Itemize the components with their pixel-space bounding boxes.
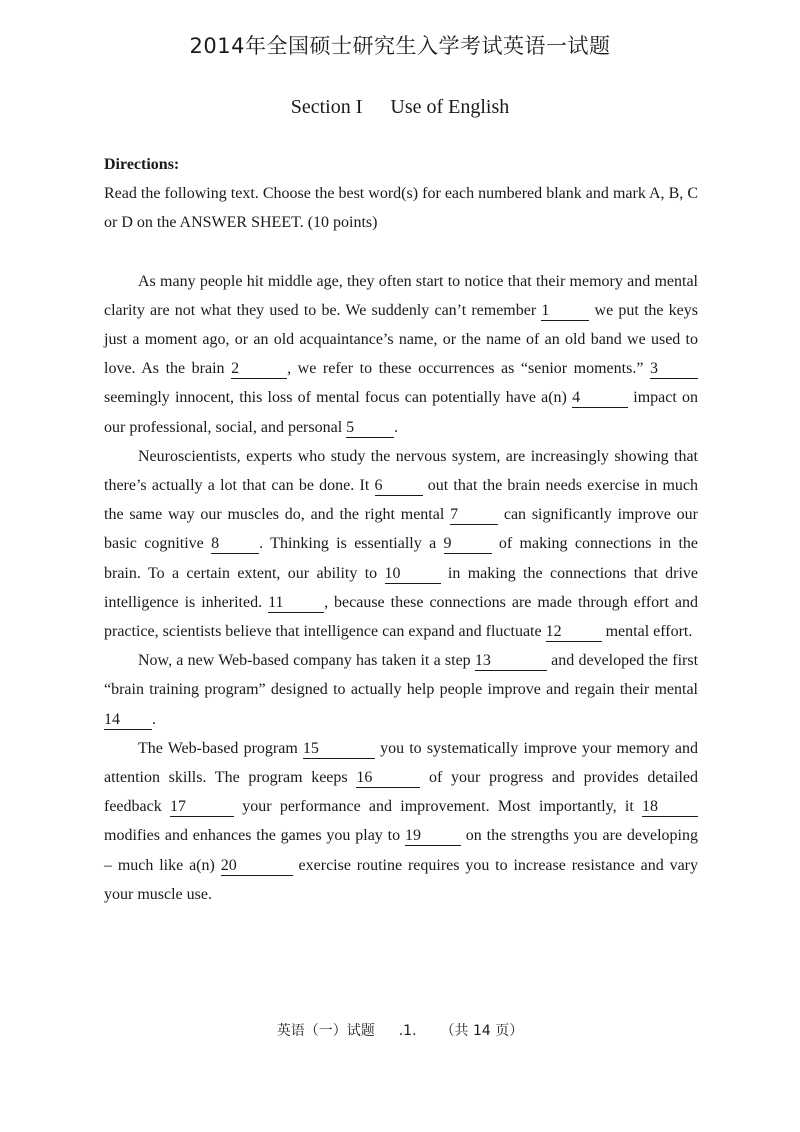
answer-blank-5: 5 [346,419,394,438]
passage-text: and developed the first “brain training program” designed to actually help people improve and regain their mental [104,652,699,699]
passage-text: we put the keys just a moment ago, or an old acquaintance’s name, or the name of an old band we used to love. As the brain [104,301,698,378]
answer-blank-6: 6 [375,477,423,496]
passage-text: in making the connections that drive intelligence is inherited. [104,564,698,611]
passage-paragraph-3 [104,646,698,734]
answer-blank-16: 16 [356,769,420,788]
passage-text: . Thinking is essentially a [259,535,444,553]
answer-blank-19: 19 [405,827,461,846]
footer-subject: 英语（一）试题 [276,1023,375,1039]
answer-blank-13: 13 [475,652,547,671]
passage-text: exercise routine requires you to increase resistance and vary your muscle use. [104,856,699,903]
answer-blank-1: 1 [541,302,589,321]
answer-blank-10: 10 [385,565,441,584]
section-name: Use of English [390,96,510,118]
answer-blank-18: 18 [642,798,698,817]
passage-paragraph-1 [104,267,698,442]
passage-text: of making connections in the brain. To a certain extent, our ability to [104,535,698,582]
answer-blank-17: 17 [170,798,234,817]
page-number: .1. [398,1023,417,1039]
answer-blank-11: 11 [268,594,324,613]
answer-blank-9: 9 [444,535,492,554]
section-number: Section I [290,96,363,118]
page-title: 2014年全国硕士研究生入学考试英语一试题 [189,34,611,58]
passage-text: impact on our professional, social, and personal [104,389,698,436]
passage-text: your performance and improvement. Most importantly, it [234,798,643,816]
passage-text: The Web-based program [138,739,303,757]
passage-text: can significantly improve our basic cognitive [104,506,698,553]
passage-text: you to systematically improve your memory and attention skills. The program keeps [104,739,699,787]
answer-blank-4: 4 [572,389,628,408]
passage-text: , because these connections are made through effort and practice, scientists believe that intelligence can expand and fluctuate [104,593,698,641]
passage-text: of your progress and provides detailed feedback [104,769,698,816]
section-heading [0,96,800,119]
page-footer [0,1020,800,1040]
passage-text: As many people hit middle age, they often start to notice that their memory and mental clarity are not what they used to be. We suddenly can’t remember [104,272,698,319]
directions-text: Read the following text. Choose the best word(s) for each numbered blank and mark A, B, C or D on the ANSWER SHEET. (10 points) [104,185,698,232]
passage-text: . [394,418,399,436]
passage-text: Now, a new Web-based company has taken it a step [138,652,475,670]
answer-blank-8: 8 [211,535,259,554]
passage-text: seemingly innocent, this loss of mental focus can potentially have a(n) [104,389,573,407]
answer-blank-12: 12 [546,623,602,642]
directions-label: Directions: [104,156,180,173]
answer-blank-15: 15 [303,740,375,759]
passage-text: mental effort. [601,623,693,641]
exam-content [104,150,698,909]
passage-paragraph-4 [104,734,698,909]
answer-blank-3: 3 [650,360,698,379]
passage-text: Neuroscientists, experts who study the nervous system, are increasingly showing that there’s actually a lot that can be done. It [104,447,698,495]
answer-blank-7: 7 [450,506,498,525]
answer-blank-14: 14 [104,711,152,730]
answer-blank-2: 2 [231,360,287,379]
page-total: （共 14 页） [440,1023,524,1039]
answer-blank-20: 20 [221,857,293,876]
passage-text: on the strengths you are developing – much like a(n) [104,827,699,874]
passage-paragraph-2 [104,442,698,646]
passage-text: out that the brain needs exercise in much the same way our muscles do, and the right mental [104,477,699,524]
passage-text: , we refer to these occurrences as “senior moments.” [287,360,650,378]
passage-text: . [152,710,156,728]
passage-text: modifies and enhances the games you play to [104,827,405,845]
